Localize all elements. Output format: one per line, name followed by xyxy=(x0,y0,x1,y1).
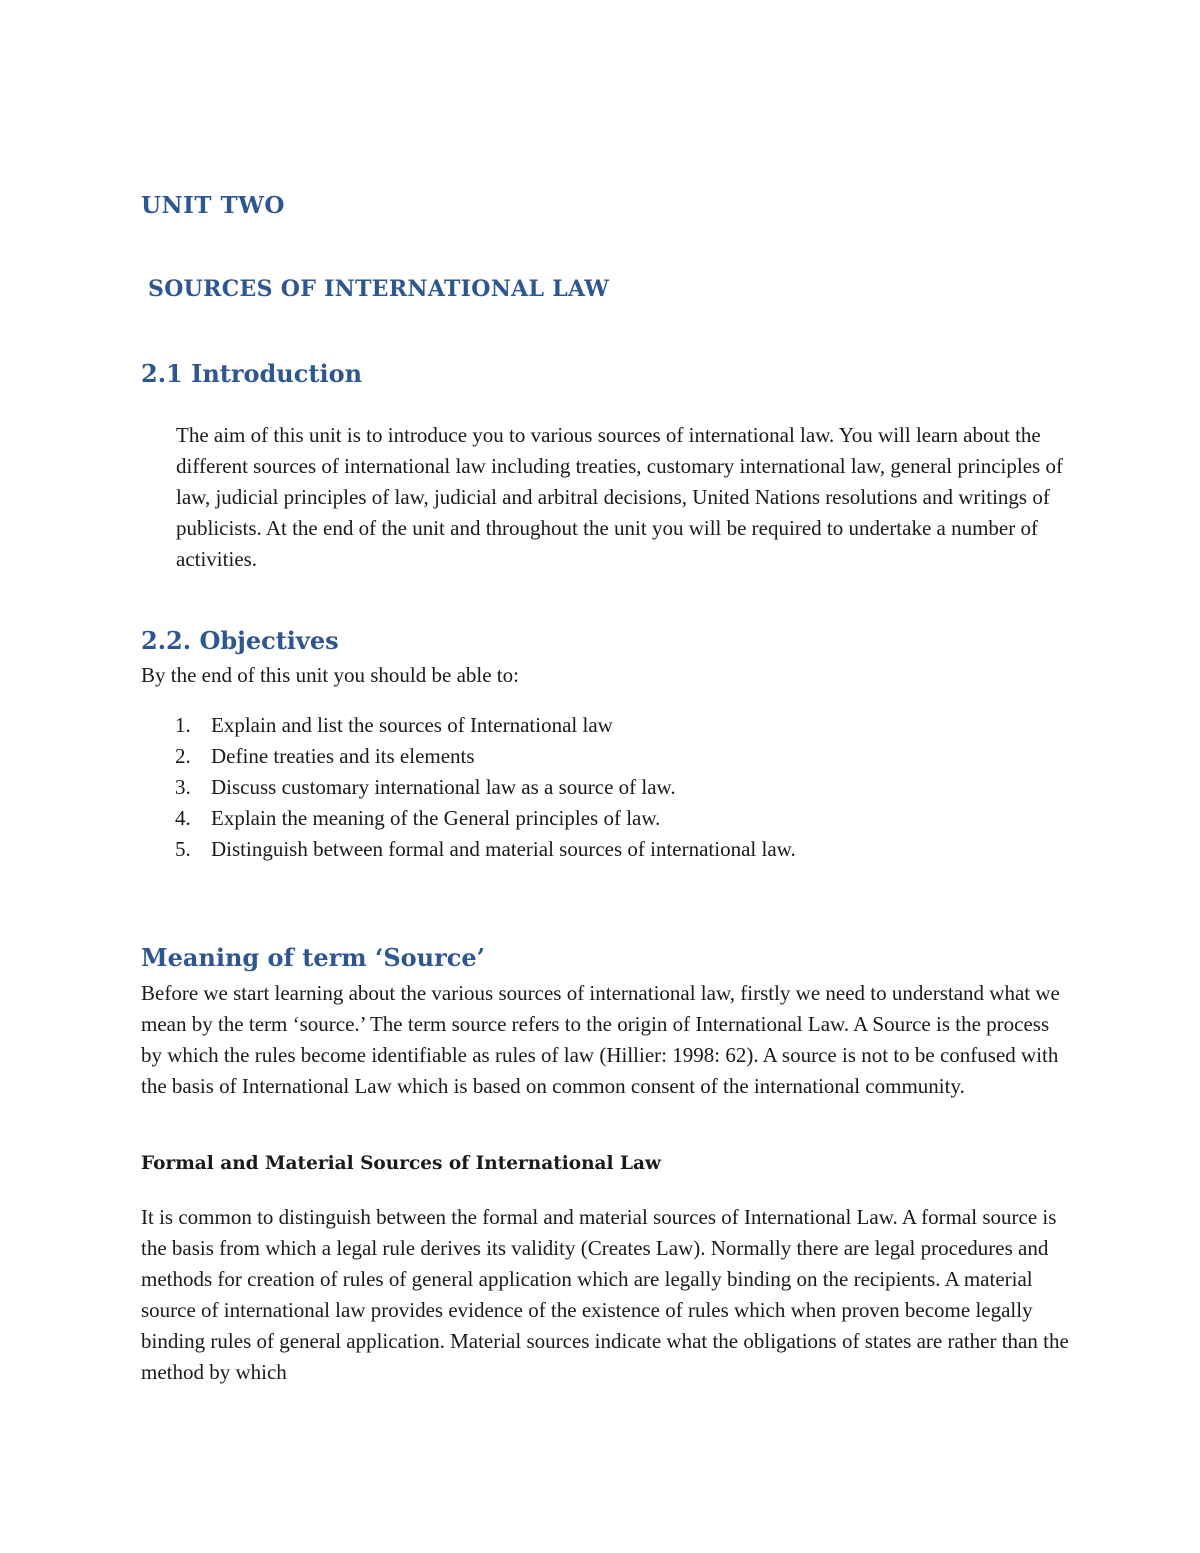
list-item xyxy=(141,834,796,865)
list-item-text: Define treaties and its elements xyxy=(211,744,475,768)
list-item xyxy=(141,803,796,834)
list-item-number: 1. xyxy=(175,713,191,737)
list-item-number: 5. xyxy=(175,837,191,861)
list-item-text: Explain and list the sources of International law xyxy=(211,713,613,737)
list-item xyxy=(141,772,796,803)
list-item-text: Explain the meaning of the General principles of law. xyxy=(211,806,661,830)
meaning-paragraph: Before we start learning about the various sources of international law, firstly we need to understand what we mean by the term ‘source.’ The term source refers to the origin of International Law. A Source is the process by which the rules become identifiable as rules of law (Hillier: 1998: 62). A source is not to be confused with the basis of International Law which is based on common consent of the international community. xyxy=(141,981,1060,1098)
list-item xyxy=(141,741,796,772)
unit-subtitle: SOURCES OF INTERNATIONAL LAW xyxy=(148,276,610,302)
list-item xyxy=(141,710,796,741)
formal-material-paragraph: It is common to distinguish between the formal and material sources of International Law. A formal source is the basis from which a legal rule derives its validity (Creates Law). Normally there are legal procedures and methods for creation of rules of general application which are legally binding on the recipients. A material source of international law provides evidence of the existence of rules which when proven become legally binding rules of general application. Material sources indicate what the obligations of states are rather than the method by which xyxy=(141,1205,1069,1384)
unit-title: UNIT TWO xyxy=(141,192,285,219)
list-item-number: 3. xyxy=(175,775,191,799)
formal-material-heading: Formal and Material Sources of International Law xyxy=(141,1153,661,1174)
introduction-paragraph: The aim of this unit is to introduce you to various sources of international law. You will learn about the different sources of international law including treaties, customary international law, general principles of law, judicial principles of law, judicial and arbitral decisions, United Nations resolutions and writings of publicists. At the end of the unit and throughout the unit you will be required to undertake a number of activities. xyxy=(176,423,1063,571)
list-item-text: Distinguish between formal and material sources of international law. xyxy=(211,837,796,861)
meaning-heading: Meaning of term ‘Source’ xyxy=(141,943,486,972)
list-item-text: Discuss customary international law as a source of law. xyxy=(211,775,676,799)
objectives-list xyxy=(141,710,796,865)
list-item-number: 4. xyxy=(175,806,191,830)
introduction-heading: 2.1 Introduction xyxy=(141,359,363,388)
objectives-heading: 2.2. Objectives xyxy=(141,626,339,655)
objectives-lead: By the end of this unit you should be able to: xyxy=(141,663,519,687)
list-item-number: 2. xyxy=(175,744,191,768)
